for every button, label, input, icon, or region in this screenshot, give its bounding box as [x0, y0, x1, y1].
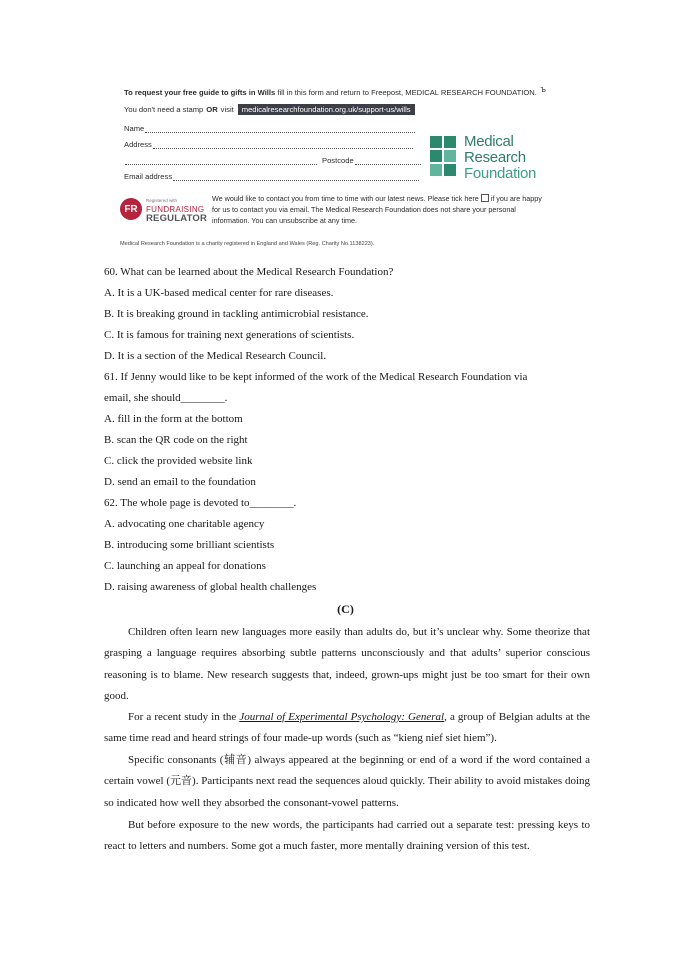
consent-checkbox[interactable]: [481, 194, 489, 202]
form-request-line: To request your free guide to gifts in Wills fill in this form and return to Freepost, MEDICAL RESEARCH FOUNDATION.: [124, 88, 537, 97]
question-62: 62. The whole page is devoted to________.: [104, 497, 297, 509]
passage-paragraph-3: Specific consonants (辅音) always appeared at the beginning or end of a word if the word contained a certain vowel (元音). Participants next read the sequences aloud quickly. Their ability to avoid mistakes doing so indicated how well they absorbed the consonant-vowel patterns.: [104, 754, 590, 809]
question-60: 60. What can be learned about the Medical Research Foundation?: [104, 266, 394, 278]
q60-option-d: D. It is a section of the Medical Research Council.: [104, 350, 327, 362]
q60-option-b: B. It is breaking ground in tackling antimicrobial resistance.: [104, 308, 369, 320]
q62-option-b: B. introducing some brilliant scientists: [104, 539, 275, 551]
passage-paragraph-2: For a recent study in the Journal of Experimental Psychology: General, a group of Belgian adults at the same time read and heard strings of four made-up words (such as “kieng nief siet hiem”).: [104, 711, 590, 745]
fr-logo-icon: FR: [120, 198, 142, 220]
corner-mark: ъ: [540, 84, 546, 94]
passage-paragraph-1: Children often learn new languages more easily than adults do, but it’s unclear why. Some theorize that grasping a language requires absorbing subtle patterns unconsciously and that adults’ superior conscious reasoning is to blame. New research suggests that, indeed, grown-ups might just be too smart for their own good.: [104, 626, 590, 702]
q62-option-d: D. raising awareness of global health challenges: [104, 581, 317, 593]
q60-option-c: C. It is famous for training next generations of scientists.: [104, 329, 355, 341]
fundraising-regulator-badge: FR Registered with FUNDRAISING REGULATOR: [120, 196, 216, 224]
journal-title: Journal of Experimental Psychology: General: [239, 711, 445, 723]
website-url: medicalresearchfoundation.org.uk/support-us/wills: [238, 104, 415, 115]
question-61: 61. If Jenny would like to be kept informed of the work of the Medical Research Foundation via: [104, 371, 528, 383]
q61-option-d: D. send an email to the foundation: [104, 476, 256, 488]
medical-research-foundation-logo: Medical Research Foundation: [430, 134, 540, 186]
section-heading: (C): [337, 602, 354, 616]
email-consent-text: We would like to contact you from time to time with our latest news. Please tick here if you are happy for us to contact you via email. The Medical Research Foundation does not share your personal information. You can unsubscribe at any time.: [212, 194, 542, 225]
postcode-field: Postcode: [322, 156, 421, 165]
address-field: Address: [124, 140, 413, 149]
gift-guide-form: [118, 84, 548, 256]
q62-option-c: C. launching an appeal for donations: [104, 560, 266, 572]
email-field: Email address: [124, 172, 419, 181]
q61-option-b: B. scan the QR code on the right: [104, 434, 248, 446]
q61-option-a: A. fill in the form at the bottom: [104, 413, 243, 425]
address-line-2: [124, 156, 317, 165]
charity-registration-note: Medical Research Foundation is a charity registered in England and Wales (Reg. Charity No.1138223).: [120, 241, 375, 247]
passage-paragraph-4: But before exposure to the new words, the participants had carried out a separate test: pressing keys to react to letters and numbers. Some got a much faster, more mentally draining version of this test.: [104, 819, 590, 853]
form-visit-line: You don't need a stamp OR visit medicalresearchfoundation.org.uk/support-us/wills: [124, 104, 415, 115]
name-field: Name: [124, 124, 415, 133]
q62-option-a: A. advocating one charitable agency: [104, 518, 265, 530]
q60-option-a: A. It is a UK-based medical center for rare diseases.: [104, 287, 334, 299]
q61-option-c: C. click the provided website link: [104, 455, 253, 467]
question-61-cont: email, she should________.: [104, 392, 228, 404]
